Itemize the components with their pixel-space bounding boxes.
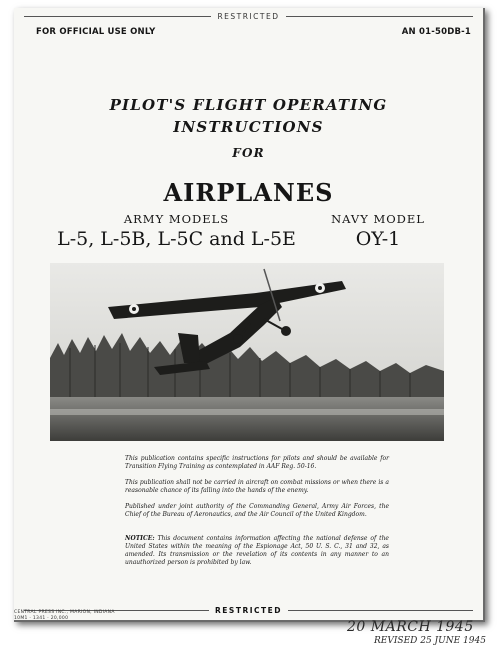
navy-model-label: NAVY MODEL: [331, 212, 425, 226]
notice-paragraph-4: [125, 535, 389, 567]
notice-label: NOTICE:: [125, 535, 155, 542]
restricted-bottom-label: RESTRICTED: [215, 605, 282, 615]
imprint-line-2: 10M1 · 1341 · 20,000: [14, 616, 69, 621]
printer-imprint: [14, 610, 115, 622]
notice-paragraph-2: This publication shall not be carried in aircraft on combat missions or when there is a reasonable chance of its falling into the hands of the enemy.: [125, 479, 389, 494]
official-use-label: FOR OFFICIAL USE ONLY: [36, 27, 156, 37]
revision-date: REVISED 25 JUNE 1945: [374, 636, 486, 646]
title-line-2: INSTRUCTIONS: [173, 118, 324, 136]
imprint-line-1: CENTRAL PRESS INC., MARION, INDIANA: [14, 610, 115, 615]
navy-model-block: [308, 212, 448, 250]
notice-body: This document contains information affecting the national defense of the United States within the meaning of the Espionage Act, 50 U. S. C., 31 and 32, as amended. Its transmission or the revelation of its contents in any manner to an unauthorized person is prohibited by law.: [125, 535, 389, 566]
title-line-3: FOR: [232, 146, 265, 160]
army-models-label: ARMY MODELS: [123, 212, 230, 226]
army-models-block: [54, 212, 299, 250]
restricted-top-bar: [24, 10, 473, 22]
title-line-1: PILOT'S FLIGHT OPERATING: [109, 96, 388, 114]
aircraft-photo: [50, 263, 444, 441]
notice-paragraph-1: This publication contains specific instructions for pilots and should be available for Transition Flying Training as contemplated in AAF Reg. 50-16.: [125, 455, 389, 470]
document-page: [14, 8, 485, 622]
notice-paragraph-3: Published under joint authority of the Commanding General, Army Air Forces, the Chief of the Bureau of Aeronautics, and the Air Council of the United Kingdom.: [125, 503, 389, 518]
navy-model-name: OY-1: [355, 228, 401, 250]
main-title: AIRPLANES: [163, 178, 334, 207]
document-number: AN 01-50DB-1: [401, 27, 471, 37]
restricted-top-label: RESTRICTED: [217, 11, 280, 21]
publication-date: 20 MARCH 1945: [347, 619, 474, 635]
army-models-list: L-5, L-5B, L-5C and L-5E: [57, 228, 296, 250]
